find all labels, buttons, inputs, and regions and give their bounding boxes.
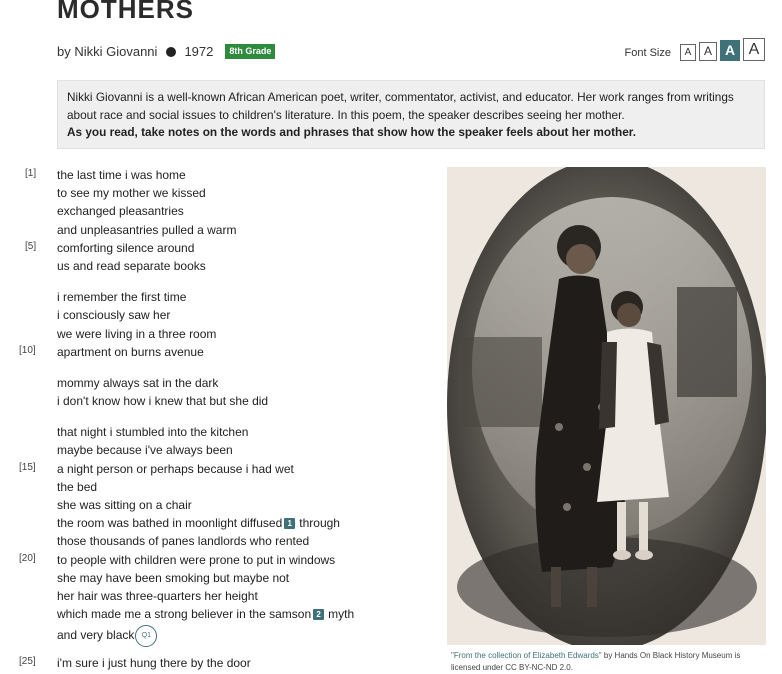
bullet-dot-icon [166,47,176,57]
intro-text: Nikki Giovanni is a well-known African American poet, writer, commentator, activist, and educator. Her work ranges from writings about race and social issues to children's literature. In this poem, the speaker describes seeing her mother. [67,90,734,122]
footnote-marker[interactable]: 1 [284,518,295,529]
font-size-label: Font Size [624,46,671,59]
poem-line: exchanged pleasantries [57,204,184,218]
poem-line: i don't know how i knew that but she did [57,394,269,408]
font-size-medium-button[interactable]: A [699,42,717,61]
line-number: [15] [19,462,36,473]
line-number: [1] [25,168,37,179]
photo-caption [451,650,751,674]
line-number: [20] [19,553,36,564]
poem-line-text: which made me a strong believer in the samson [57,607,312,621]
poem-line: i'm sure i just hung there by the door [57,656,251,670]
photo-source-link[interactable]: "From the collection of Elizabeth Edwards" [451,651,602,660]
poem-line: apartment on burns avenue [57,345,204,359]
poem-line: comforting silence around [57,241,195,255]
poem-line-text: and very black [57,628,135,643]
poem-line: maybe because i've always been [57,443,233,457]
line-number: [25] [19,656,36,667]
poem-line: i remember the first time [57,290,187,304]
poem-line: a night person or perhaps because i had wet [57,462,294,476]
poem-line: that night i stumbled into the kitchen [57,425,249,439]
poem-line: and unpleasantries pulled a warm [57,223,237,237]
photo-image [447,167,766,645]
poem-line-text: the room was bathed in moonlight diffused [57,516,283,530]
poem-line-text: through [299,516,340,530]
poem-line: the bed [57,480,98,494]
byline [57,44,275,59]
poem-line: the last time i was home [57,168,186,182]
poem-line: she was sitting on a chair [57,498,192,512]
footnote-marker[interactable]: 2 [313,609,324,620]
poem-line [57,607,354,621]
line-number: [5] [25,241,37,252]
poem-line: we were living in a three room [57,327,217,341]
page-title: MOTHERS [57,0,194,24]
grade-badge: 8th Grade [225,44,275,59]
year: 1972 [184,44,214,59]
intro-box [57,80,765,149]
poem-line: mommy always sat in the dark [57,376,219,390]
font-size-xlarge-button[interactable]: A [743,38,765,61]
poem-line: her hair was three-quarters her height [57,589,258,603]
poem-line: those thousands of panes landlords who rented [57,534,310,548]
font-size-small-button[interactable]: A [680,44,696,61]
font-size-large-button[interactable]: A [720,40,740,61]
photo-license: by Hands On Black History Museum is licensed under CC BY-NC-ND 2.0. [451,651,741,672]
photo-mother-daughter [447,167,766,645]
poem-line [57,516,340,530]
poem-line: i consciously saw her [57,308,171,322]
poem-line: she may have been smoking but maybe not [57,571,290,585]
poem-line: to see my mother we kissed [57,186,206,200]
author: by Nikki Giovanni [57,44,158,59]
intro-instruction: As you read, take notes on the words and phrases that show how the speaker feels about her mother. [67,125,637,139]
question-marker[interactable]: Q1 [135,625,157,647]
poem-line: to people with children were prone to put in windows [57,553,336,567]
poem-line: us and read separate books [57,259,206,273]
poem-line [57,625,157,647]
poem-line-text: myth [328,607,355,621]
font-size-control [625,38,765,61]
line-number: [10] [19,345,36,356]
